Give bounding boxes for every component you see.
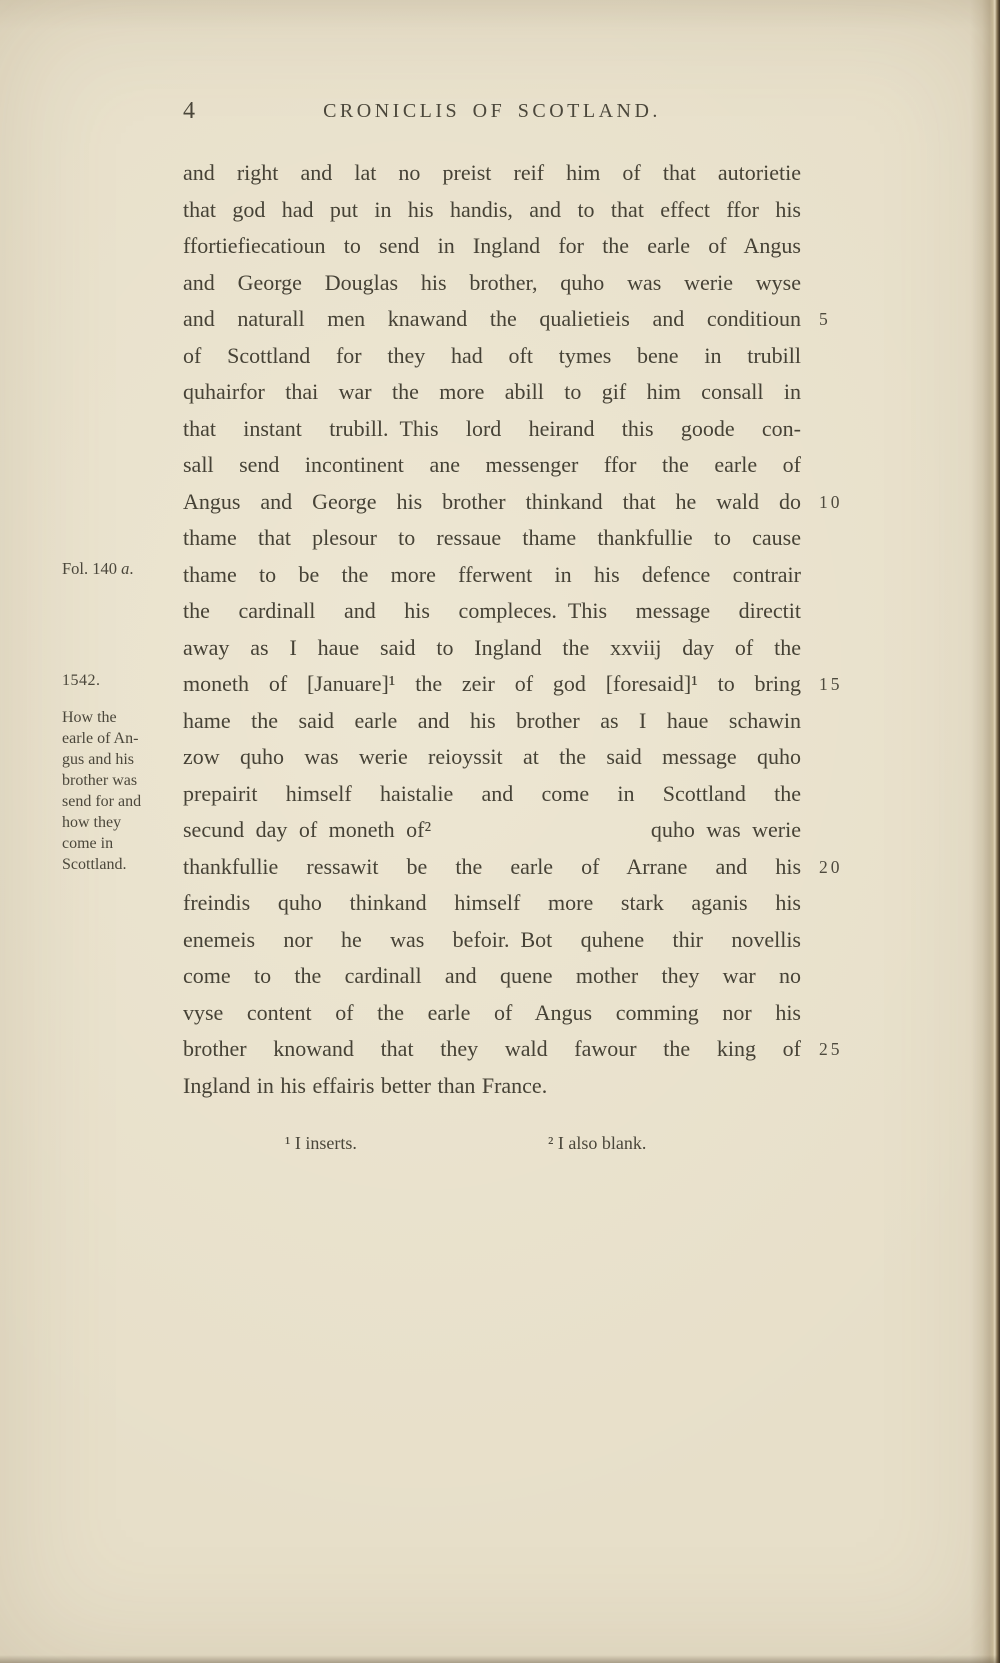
text-line	[183, 630, 851, 667]
side-note-line: Scottland.	[62, 856, 127, 873]
side-note-line: how they	[62, 814, 122, 831]
text-line	[183, 922, 851, 959]
text-line	[183, 703, 851, 740]
text-line-content: quhairfor thai war the more abill to gif him consall in	[183, 379, 801, 404]
text-line	[183, 447, 851, 484]
page-title: CRONICLIS OF SCOTLAND.	[323, 100, 661, 122]
folio-note	[62, 558, 180, 579]
body-text	[183, 155, 851, 1104]
text-line-content: of Scottland for they had oft tymes bene in trubill	[183, 342, 801, 368]
text-line	[183, 1031, 851, 1068]
text-line-content: the cardinall and his compleces. This message directit	[183, 598, 801, 623]
text-line	[183, 484, 851, 521]
year-note: 1542.	[62, 672, 101, 689]
text-line	[183, 411, 851, 448]
text-line-content: away as I haue said to Ingland the xxviij day of the	[183, 634, 801, 660]
page-header	[183, 96, 801, 126]
text-line-content: and George Douglas his brother, quho was werie wyse	[183, 269, 801, 295]
text-line-content: ffortiefiecatioun to send in Ingland for the earle of Angus	[183, 233, 801, 258]
footnotes	[0, 1128, 1000, 1158]
text-line	[183, 958, 851, 995]
side-note-line: brother was	[62, 772, 138, 789]
text-line-content: that god had put in his handis, and to that effect ffor his	[183, 196, 801, 222]
text-line-content: Angus and George his brother thinkand that he wald do	[183, 488, 801, 514]
text-line	[183, 338, 851, 375]
text-line-content: Ingland in his effairis better than France.	[183, 1072, 548, 1098]
text-line-content: moneth of [Januare]¹ the zeir of god [foresaid]¹ to bring	[183, 671, 801, 696]
text-line	[183, 192, 851, 229]
text-line	[183, 228, 851, 265]
text-line	[183, 557, 851, 594]
text-line-content: prepairit himself haistalie and come in Scottland the	[183, 780, 801, 806]
text-line-content: hame the said earle and his brother as I haue schawin	[183, 707, 801, 733]
text-line	[183, 849, 851, 886]
text-line-content: vyse content of the earle of Angus comming nor his	[183, 999, 801, 1025]
text-line-content: thame to be the more fferwent in his defence contrair	[183, 561, 801, 587]
text-line	[183, 265, 851, 302]
line-number: 20	[819, 856, 843, 877]
folio-note-text: Fol. 140	[62, 559, 122, 578]
side-note-line: come in	[62, 835, 114, 852]
text-line-content: sall send incontinent ane messenger ffor the earle of	[183, 452, 801, 477]
text-line	[183, 739, 851, 776]
side-note-line: gus and his	[62, 751, 134, 768]
text-line	[183, 155, 851, 192]
text-line	[183, 812, 851, 849]
text-line-content: brother knowand that they wald fawour the king of	[183, 1036, 801, 1061]
text-line-content: enemeis nor he was befoir. Bot quhene thir novellis	[183, 926, 801, 952]
line-number: 25	[819, 1039, 843, 1059]
text-line	[183, 520, 851, 557]
text-line	[183, 374, 851, 411]
text-line-content: thankfullie ressawit be the earle of Arrane and his	[183, 853, 801, 879]
folio-note-period: .	[129, 559, 134, 578]
page-edge-shadow	[970, 0, 1000, 1663]
line-number: 5	[819, 309, 831, 329]
side-note-line: earle of An-	[62, 730, 139, 747]
text-line-content: zow quho was werie reioyssit at the said message quho	[183, 744, 801, 769]
text-line	[183, 593, 851, 630]
page-bottom-shadow	[0, 1655, 1000, 1663]
text-line-content: secund day of moneth of² quho was werie	[183, 817, 801, 842]
text-line	[183, 885, 851, 922]
text-line-content: that instant trubill. This lord heirand this goode con-	[183, 415, 801, 441]
folio-note-italic: a	[121, 559, 130, 578]
footnote-1: ¹ I inserts.	[285, 1133, 357, 1153]
footnote-2: ² I also blank.	[548, 1133, 647, 1153]
side-note-line: How the	[62, 709, 117, 726]
text-line	[183, 776, 851, 813]
text-line	[183, 301, 851, 338]
line-number: 10	[819, 491, 843, 512]
page-number: 4	[183, 98, 195, 124]
line-number: 15	[819, 674, 843, 694]
text-line	[183, 995, 851, 1032]
side-note-line: send for and	[62, 793, 142, 810]
side-note	[62, 707, 180, 875]
text-line	[183, 666, 851, 703]
text-line-content: and naturall men knawand the qualietieis and conditioun	[183, 306, 801, 331]
text-line-content: come to the cardinall and quene mother they war no	[183, 963, 801, 988]
text-line-content: thame that plesour to ressaue thame thankfullie to cause	[183, 525, 801, 550]
text-line-content: and right and lat no preist reif him of that autorietie	[183, 160, 801, 185]
text-line	[183, 1068, 851, 1105]
text-line-content: freindis quho thinkand himself more stark aganis his	[183, 890, 801, 915]
